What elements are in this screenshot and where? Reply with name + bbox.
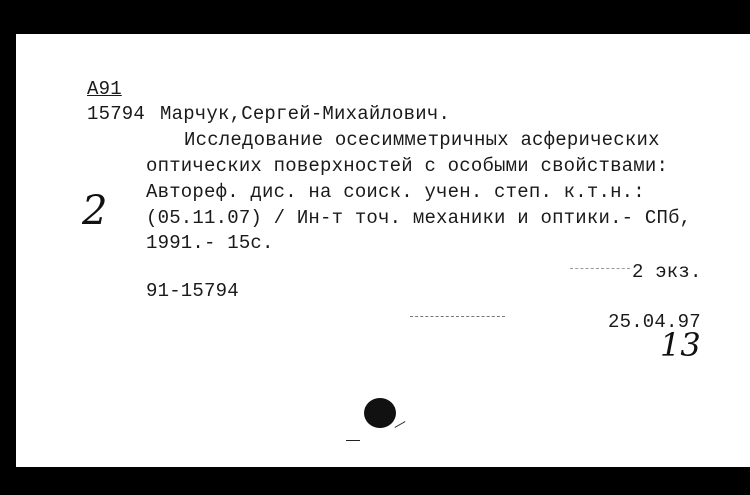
title-line: 1991.- 15с. bbox=[146, 232, 274, 254]
inventory-number: 91-15794 bbox=[146, 280, 239, 302]
author-name: Марчук,Сергей-Михайлович. bbox=[160, 103, 451, 125]
record-number: 15794 bbox=[87, 103, 146, 125]
title-line: Автореф. дис. на соиск. учен. степ. к.т.н.: bbox=[146, 181, 645, 203]
ink-blot bbox=[364, 398, 396, 428]
title-line: (05.11.07) / Ин-т точ. механики и оптики.- СПб, bbox=[146, 207, 692, 229]
date: 25.04.97 bbox=[608, 311, 701, 333]
title-line: Исследование осесимметричных асферических bbox=[184, 129, 660, 151]
shelfmark: А91 bbox=[87, 78, 122, 100]
dotted-leader bbox=[410, 316, 505, 317]
handwritten-mark-right: 13 bbox=[660, 326, 701, 364]
handwritten-mark-left: 2 bbox=[82, 188, 108, 234]
title-line: оптических поверхностей с особыми свойствами: bbox=[146, 155, 669, 177]
dotted-leader bbox=[570, 268, 630, 269]
copies-count: 2 экз. bbox=[632, 261, 702, 283]
ink-speck bbox=[346, 440, 360, 441]
